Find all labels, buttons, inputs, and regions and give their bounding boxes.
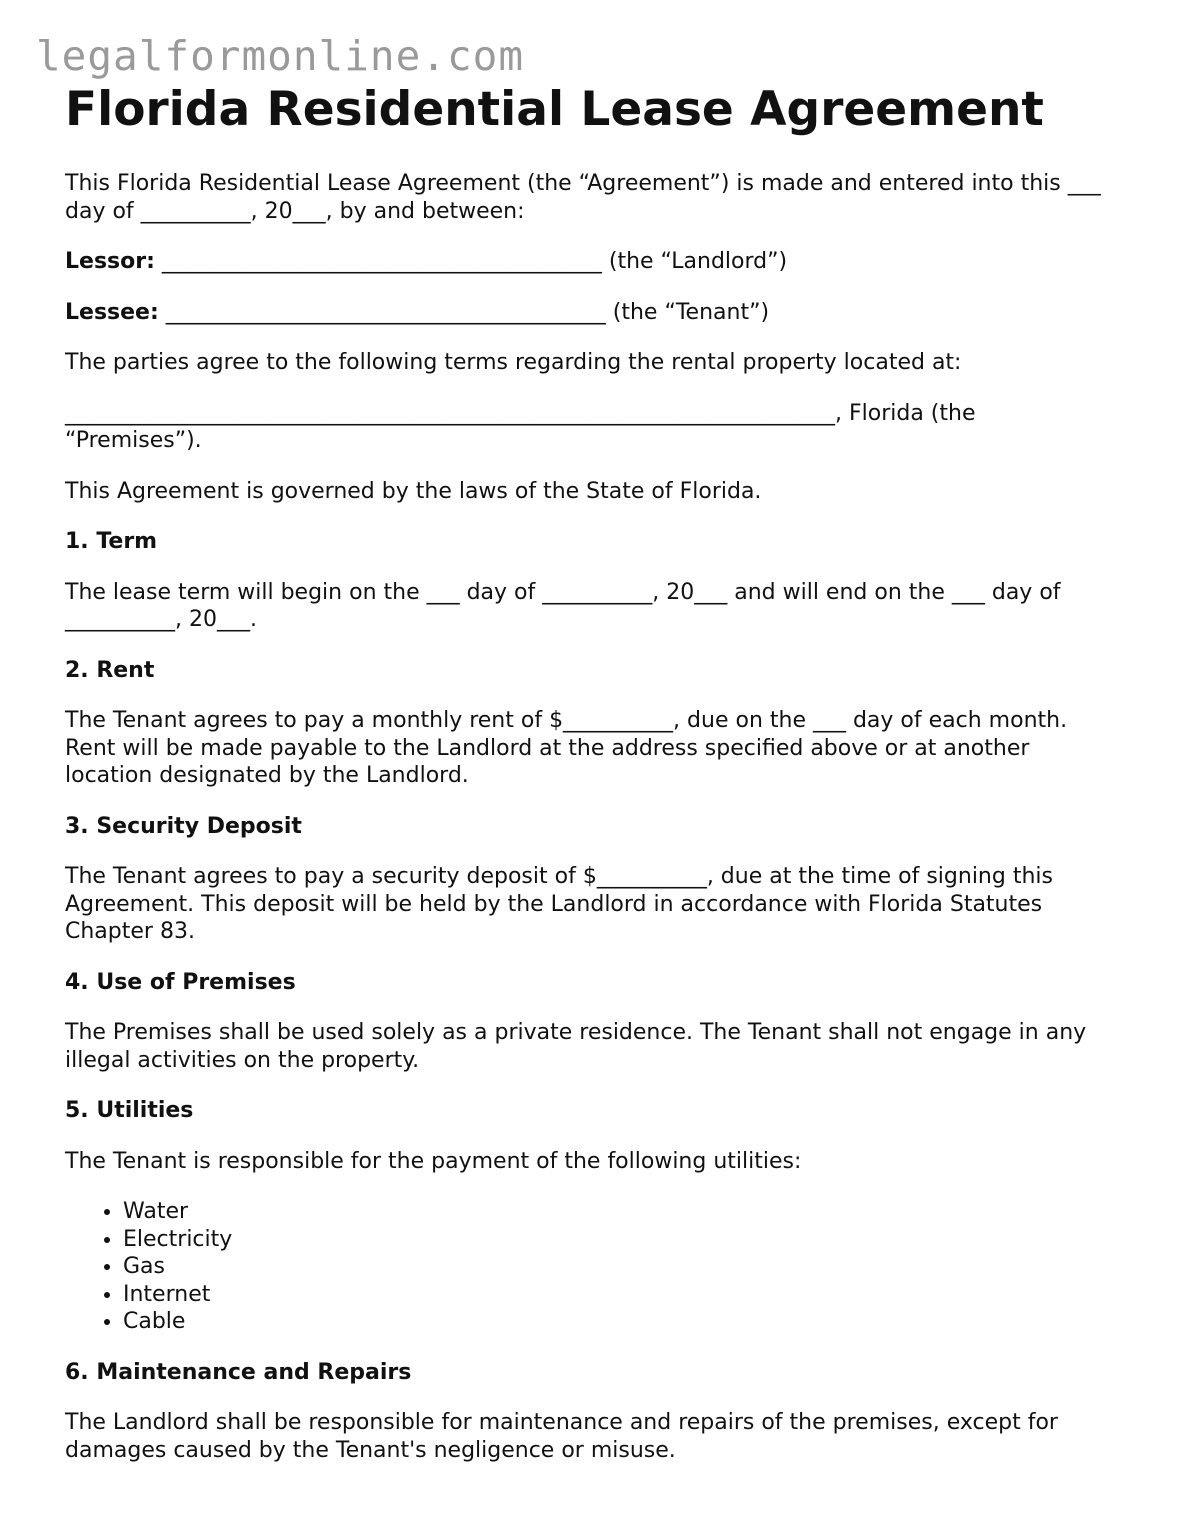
lessee-label: Lessee: bbox=[65, 299, 159, 325]
lessor-label: Lessor: bbox=[65, 249, 155, 274]
utilities-list bbox=[65, 1198, 1115, 1336]
page-title: Florida Residential Lease Agreement bbox=[65, 82, 1044, 137]
section-heading-utilities: 5. Utilities bbox=[65, 1098, 194, 1123]
section-body-rent: The Tenant agrees to pay a monthly rent of $__________, due on the ___ day of each month. Rent will be made payable to the Landlord at the address specified above or at another location designated by the Landlord. bbox=[65, 708, 1068, 788]
utility-item: • Cable bbox=[123, 1308, 1115, 1336]
intro-paragraph: This Florida Residential Lease Agreement (the “Agreement”) is made and entered into this ___ day of __________, 20___, by and between: bbox=[65, 171, 1101, 224]
utility-item: • Gas bbox=[123, 1253, 1115, 1281]
utility-item: • Water bbox=[123, 1198, 1115, 1226]
utility-item: • Electricity bbox=[123, 1226, 1115, 1254]
section-heading-term: 1. Term bbox=[65, 529, 158, 554]
section-body-use-of-premises: The Premises shall be used solely as a private residence. The Tenant shall not engage in any illegal activities on the property. bbox=[65, 1020, 1087, 1073]
governing-law-paragraph: This Agreement is governed by the laws of the State of Florida. bbox=[65, 478, 762, 504]
utility-item: • Internet bbox=[123, 1281, 1115, 1309]
watermark: legalformonline.com bbox=[36, 32, 524, 80]
section-body-security-deposit: The Tenant agrees to pay a security deposit of $__________, due at the time of signing this Agreement. This deposit will be held by the Landlord in accordance with Florida Statutes Chapter 83. bbox=[65, 864, 1053, 944]
lessor-blank: ________________________________________ (the “Landlord”) bbox=[154, 249, 788, 274]
section-heading-rent: 2. Rent bbox=[65, 657, 155, 683]
document-body bbox=[65, 170, 1115, 1487]
lessee-blank: ________________________________________ (the “Tenant”) bbox=[158, 299, 770, 325]
section-body-term: The lease term will begin on the ___ day of __________, 20___ and will end on the ___ day of __________, 20___. bbox=[65, 579, 1061, 632]
parties-agree-paragraph: The parties agree to the following terms regarding the rental property located at: bbox=[65, 350, 962, 375]
lessor-line bbox=[65, 248, 1115, 276]
premises-address-line: ______________________________________________________________________, Florida (the “Premises”). bbox=[65, 400, 976, 453]
section-heading-maintenance: 6. Maintenance and Repairs bbox=[65, 1359, 412, 1385]
lessee-line bbox=[65, 299, 1115, 327]
section-body-utilities: The Tenant is responsible for the payment of the following utilities: bbox=[65, 1148, 802, 1174]
section-body-maintenance: The Landlord shall be responsible for maintenance and repairs of the premises, except for damages caused by the Tenant's negligence or misuse. bbox=[65, 1410, 1058, 1463]
section-heading-security-deposit: 3. Security Deposit bbox=[65, 813, 302, 839]
section-heading-use-of-premises: 4. Use of Premises bbox=[65, 969, 296, 995]
